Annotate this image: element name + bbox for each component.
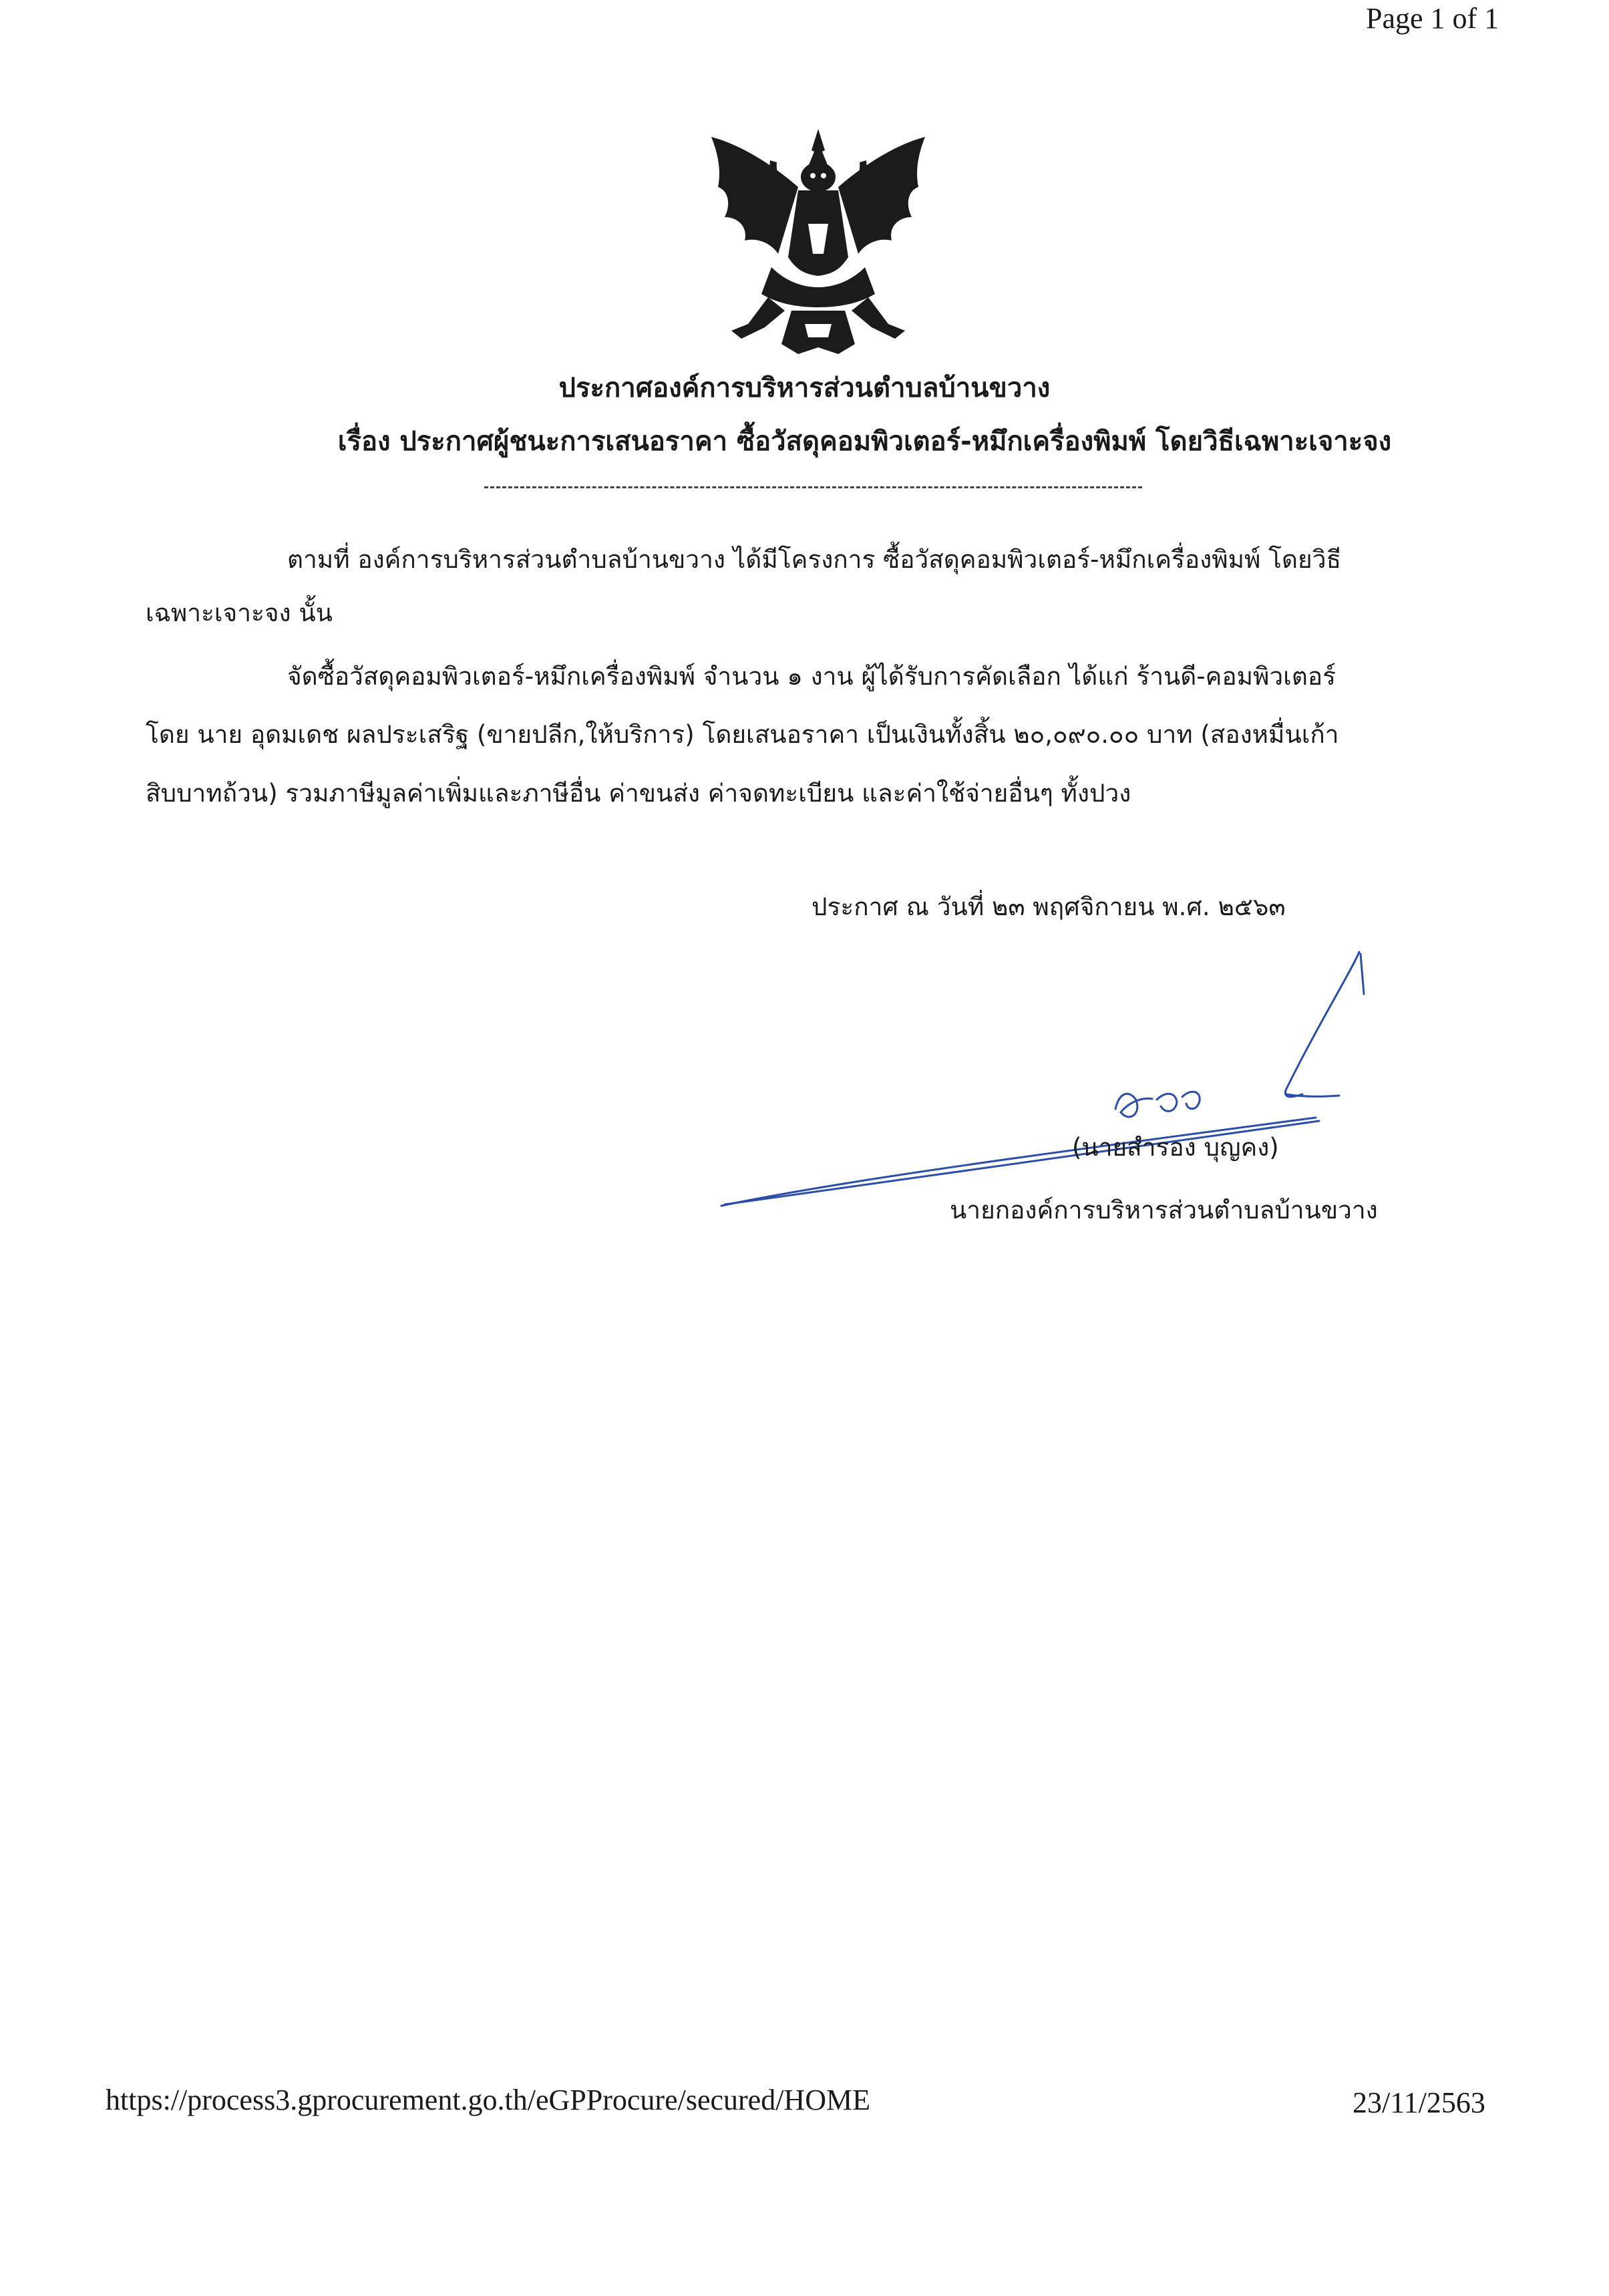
garuda-emblem-icon xyxy=(691,124,945,361)
signer-name: (นายสำรอง บุญคง) xyxy=(1072,1133,1279,1162)
announcement-subject: เรื่อง ประกาศผู้ชนะการเสนอราคา ซื้อวัสดุคอมพิวเตอร์-หมึกเครื่องพิมพ์ โดยวิธีเฉพาะเจาะจง xyxy=(337,426,1392,457)
handwritten-signature xyxy=(715,949,1383,1216)
announcement-date: ประกาศ ณ วันที่ ๒๓ พฤศจิกายน พ.ศ. ๒๕๖๓ xyxy=(812,892,1286,921)
divider xyxy=(484,486,1142,488)
body-line: ตามที่ องค์การบริหารส่วนตำบลบ้านขวาง ได้มีโครงการ ซื้อวัสดุคอมพิวเตอร์-หมึกเครื่องพิมพ์ โดยวิธี xyxy=(287,545,1342,574)
signer-title: นายกองค์การบริหารส่วนตำบลบ้านขวาง xyxy=(950,1196,1378,1224)
footer-date: 23/11/2563 xyxy=(1353,2086,1485,2119)
body-line: โดย นาย อุดมเดช ผลประเสริฐ (ขายปลีก,ให้บริการ) โดยเสนอราคา เป็นเงินทั้งสิ้น ๒๐,๐๙๐.๐๐ บาท (สองหมื่นเก้า xyxy=(146,720,1339,749)
announcement-title: ประกาศองค์การบริหารส่วนตำบลบ้านขวาง xyxy=(558,373,1051,403)
page-number: Page 1 of 1 xyxy=(1366,2,1499,35)
body-line: จัดซื้อวัสดุคอมพิวเตอร์-หมึกเครื่องพิมพ์ จำนวน ๑ งาน ผู้ได้รับการคัดเลือก ได้แก่ ร้านดี-คอมพิวเตอร์ xyxy=(287,662,1336,691)
body-line: เฉพาะเจาะจง นั้น xyxy=(146,599,333,627)
footer-url: https://process3.gprocurement.go.th/eGPProcure/secured/HOME xyxy=(106,2084,870,2116)
body-line: สิบบาทถ้วน) รวมภาษีมูลค่าเพิ่มและภาษีอื่น ค่าขนส่ง ค่าจดทะเบียน และค่าใช้จ่ายอื่นๆ ทั้งปวง xyxy=(146,779,1131,808)
